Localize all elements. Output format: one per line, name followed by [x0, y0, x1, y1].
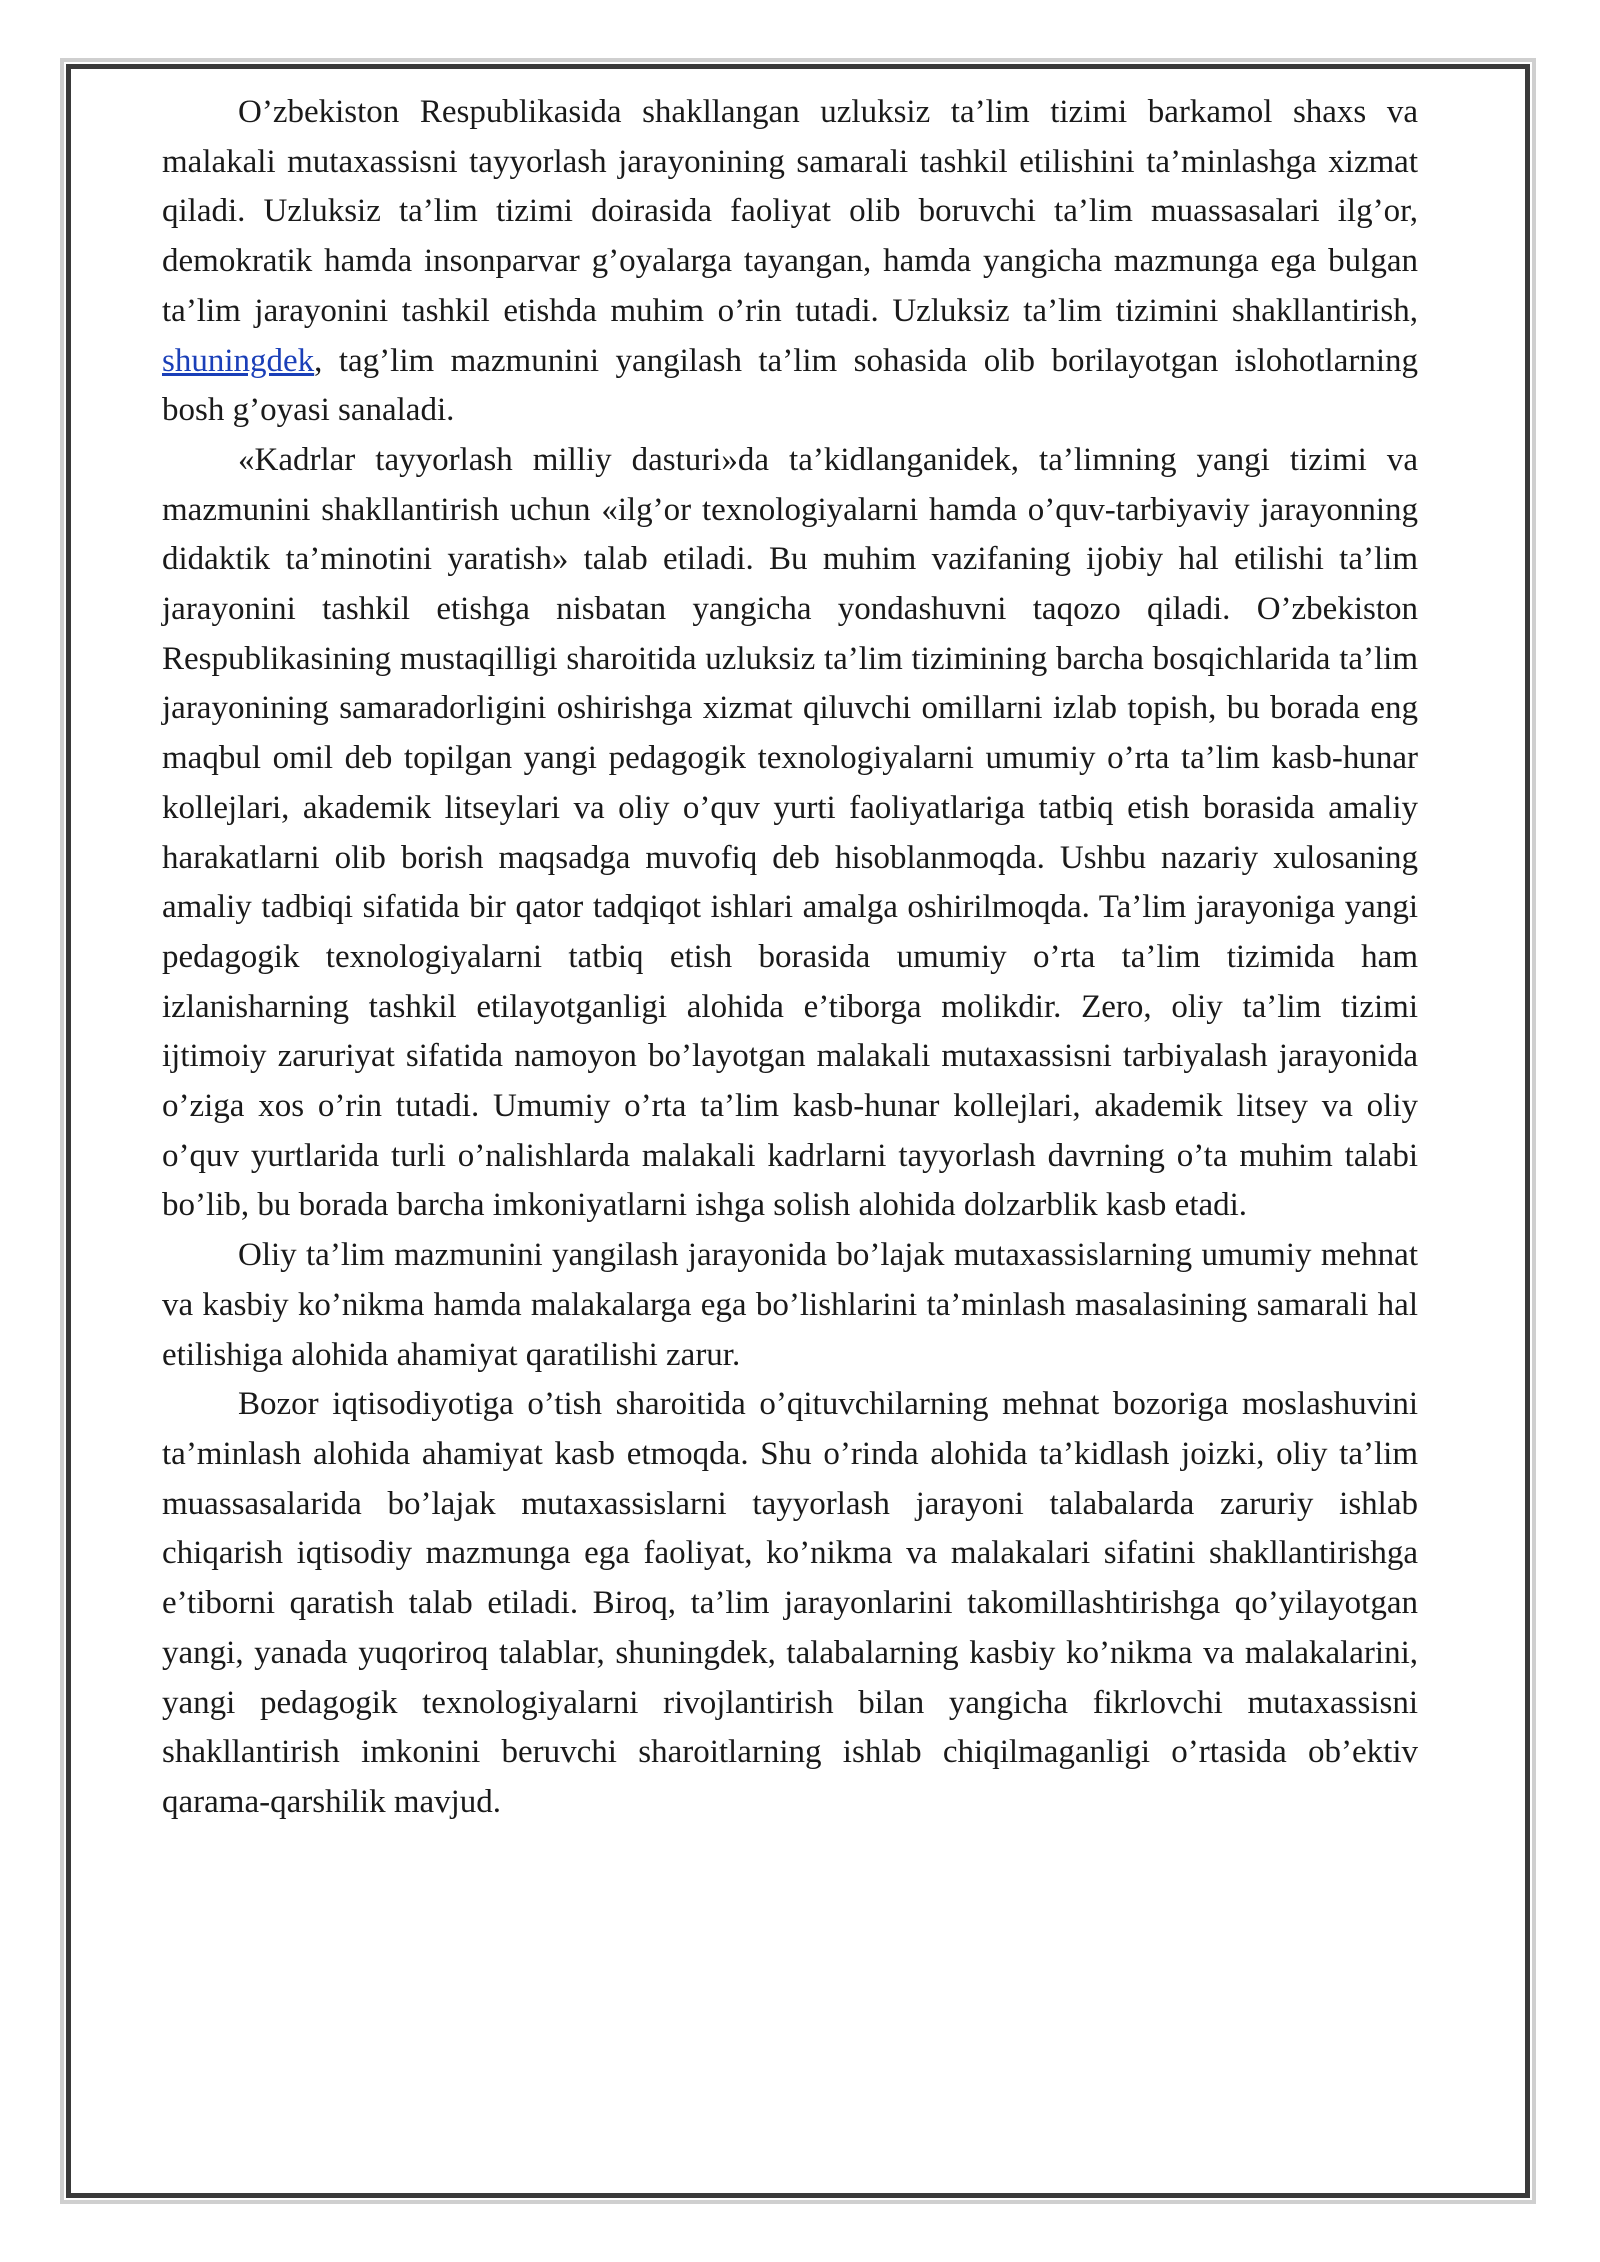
paragraph-4: Bozor iqtisodiyotiga o’tish sharoitida o’qituvchilarning mehnat bozoriga moslashuvini ta’minlash alohida ahamiyat kasb etmoqda. Shu o’rinda alohida ta’kidlash joizki, oliy ta’lim muassasalarida bo’lajak mutaxassislarni tayyorlash jarayoni talabalarda zaruriy ishlab chiqarish iqtisodiy mazmunga ega faoliyat, ko’nikma va malakalari sifatini shakllantirishga e’tiborni qaratish talab etiladi. Biroq, ta’lim jarayonlarini takomillashtirishga qo’yilayotgan yangi, yanada yuqoriroq talablar, shuningdek, talabalarning kasbiy ko’nikma va malakalarini, yangi pedagogik texnologiyalarni rivojlantirish bilan yangicha fikrlovchi mutaxassisni shakllantirish imkonini beruvchi sharoitlarning ishlab chiqilmaganligi o’rtasida ob’ektiv qarama-qarshilik mavjud.	[162, 1386, 1418, 1820]
paragraph-1-text-before: O’zbekiston Respublikasida shakllangan uzluksiz ta’lim tizimi barkamol shaxs va malakali mutaxassisni tayyorlash jarayonining samarali tashkil etilishini ta’minlashga xizmat qiladi. Uzluksiz ta’lim tizimi doirasida faoliyat olib boruvchi ta’lim muassasalari ilg’or, demokratik hamda insonparvar g’oyalarga tayangan, hamda yangicha mazmunga ega bulgan ta’lim jarayonini tashkil etishda muhim o’rin tutadi. Uzluksiz ta’lim tizimini shakllantirish,	[162, 94, 1418, 329]
shuningdek-link[interactable]: shuningdek	[162, 342, 315, 379]
document-body	[162, 88, 1418, 1828]
paragraph-1	[162, 88, 1418, 436]
paragraph-2: «Kadrlar tayyorlash milliy dasturi»da ta’kidlanganidek, ta’limning yangi tizimi va mazmunini shakllantirish uchun «ilg’or texnologiyalarni hamda o’quv-tarbiyaviy jarayonning didaktik ta’minotini yaratish» talab etiladi. Bu muhim vazifaning ijobiy hal etilishi ta’lim jarayonini tashkil etishga nisbatan yangicha yondashuvni taqozo qiladi. O’zbekiston Respublikasining mustaqilligi sharoitida uzluksiz ta’lim tizimining barcha bosqichlarida ta’lim jarayonining samaradorligini oshirishga xizmat qiluvchi omillarni izlab topish, bu borada eng maqbul omil deb topilgan yangi pedagogik texnologiyalarni umumiy o’rta ta’lim kasb-hunar kollejlari, akademik litseylari va oliy o’quv yurti faoliyatlariga tatbiq etish borasida amaliy harakatlarni olib borish maqsadga muvofiq deb hisoblanmoqda. Ushbu nazariy xulosaning amaliy tadbiqi sifatida bir qator tadqiqot ishlari amalga oshirilmoqda. Ta’lim jarayoniga yangi pedagogik texnologiyalarni tatbiq etish borasida umumiy o’rta ta’lim tizimida ham izlanisharning tashkil etilayotganligi alohida e’tiborga molikdir. Zero, oliy ta’lim tizimi ijtimoiy zaruriyat sifatida namoyon bo’layotgan malakali mutaxassisni tarbiyalash jarayonida o’ziga xos o’rin tutadi. Umumiy o’rta ta’lim kasb-hunar kollejlari, akademik litsey va oliy o’quv yurtlarida turli o’nalishlarda malakali kadrlarni tayyorlash davrning o’ta muhim talabi bo’lib, bu borada barcha imkoniyatlarni ishga solish alohida dolzarblik kasb etadi.	[162, 441, 1418, 1224]
paragraph-3: Oliy ta’lim mazmunini yangilash jarayonida bo’lajak mutaxassislarning umumiy mehnat va kasbiy ko’nikma hamda malakalarga ega bo’lishlarini ta’minlash masalasining samarali hal etilishiga alohida ahamiyat qaratilishi zarur.	[162, 1237, 1418, 1373]
paragraph-1-text-after: , tag’lim mazmunini yangilash ta’lim sohasida olib borilayotgan islohotlarning bosh g’oyasi sanaladi.	[162, 342, 1418, 429]
